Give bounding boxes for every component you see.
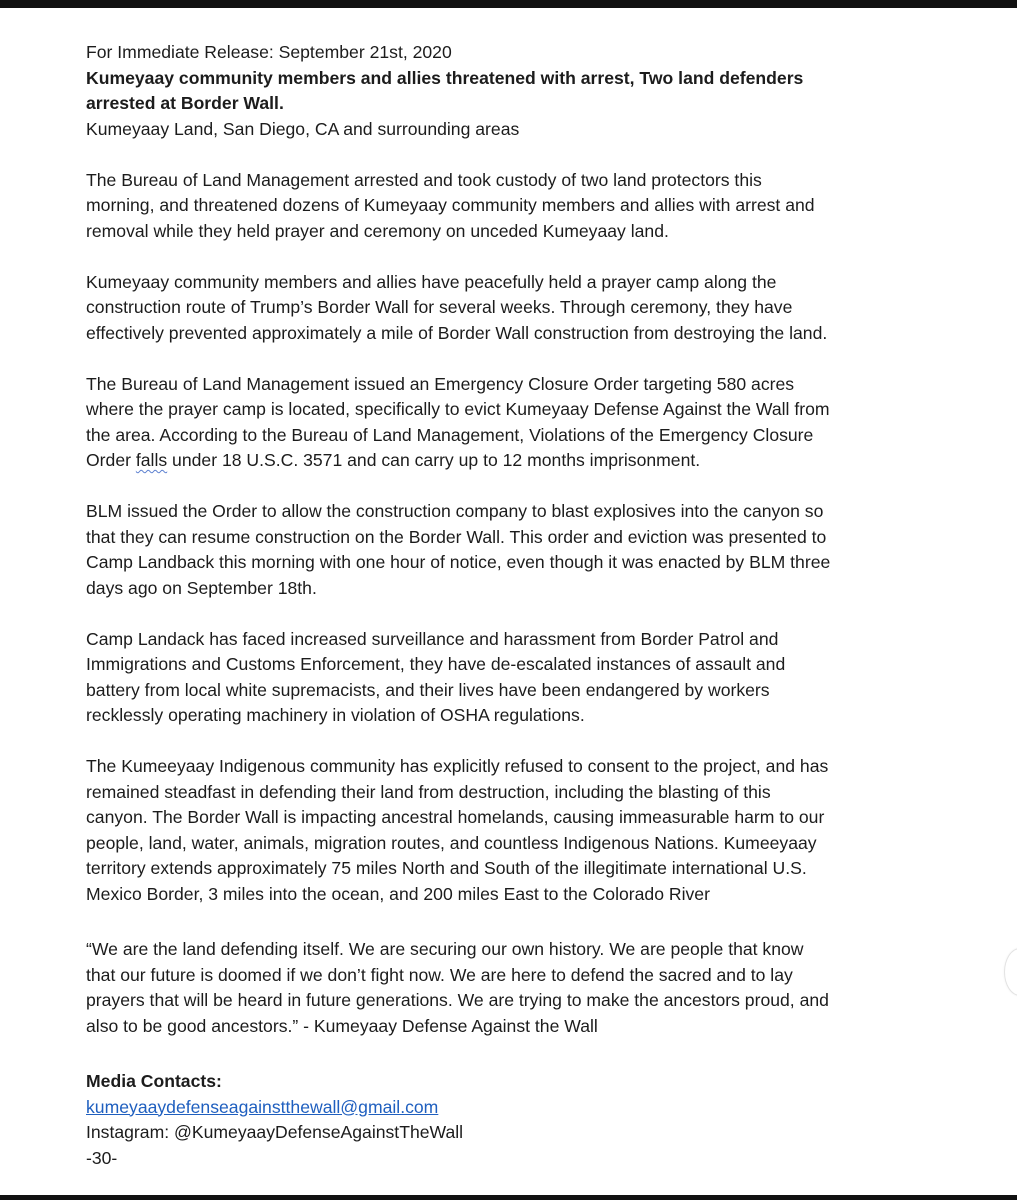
- paragraph-line: [86, 448, 1006, 474]
- paragraph-line: Camp Landback this morning with one hour of notice, even though it was enacted by BLM three: [86, 552, 831, 572]
- paragraph-line: recklessly operating machinery in violation of OSHA regulations.: [86, 705, 585, 725]
- paragraph-line: Kumeyaay community members and allies have peacefully held a prayer camp along the: [86, 271, 777, 292]
- paragraph-line: territory extends approximately 75 miles North and South of the illegitimate international U.S.: [86, 858, 807, 878]
- paragraph-line: that our future is doomed if we don’t fight now. We are here to defend the sacred and to lay: [86, 964, 793, 985]
- press-release-document: [86, 40, 1006, 1171]
- paragraph-line: removal while they held prayer and ceremony on unceded Kumeyaay land.: [86, 220, 669, 241]
- contact-email-line: [86, 1095, 1006, 1121]
- paragraph-line: the area. According to the Bureau of Land Management, Violations of the Emergency Closure: [86, 424, 814, 445]
- paragraph-1: [86, 168, 1006, 245]
- headline-line-2: arrested at Border Wall.: [86, 93, 284, 113]
- paragraph-line: Camp Landack has faced increased surveillance and harassment from Border Patrol and: [86, 628, 779, 649]
- top-border: [0, 0, 1017, 8]
- paragraph-line: The Bureau of Land Management issued an Emergency Closure Order targeting 580 acres: [86, 373, 795, 394]
- end-mark: -30-: [86, 1147, 118, 1168]
- paragraph-line: construction route of Trump’s Border Wall for several weeks. Through ceremony, they have: [86, 297, 793, 317]
- paragraph-line: that they can resume construction on the Border Wall. This order and eviction was presented to: [86, 526, 827, 547]
- headline-line-1: Kumeyaay community members and allies threatened with arrest, Two land defenders: [86, 67, 804, 88]
- media-contacts-heading: Media Contacts:: [86, 1071, 222, 1091]
- bottom-border: [0, 1195, 1017, 1200]
- paragraph-line: morning, and threatened dozens of Kumeyaay community members and allies with arrest and: [86, 195, 815, 215]
- paragraph-line: battery from local white supremacists, and their lives have been endangered by workers: [86, 679, 770, 700]
- paragraph-line: The Kumeeyaay Indigenous community has explicitly refused to consent to the project, and has: [86, 756, 829, 776]
- paragraph-2: [86, 270, 1006, 347]
- text-segment: under 18 U.S.C. 3571 and can carry up to 12 months imprisonment.: [167, 450, 701, 470]
- spellcheck-flagged-word[interactable]: falls: [135, 450, 168, 470]
- paragraph-line: canyon. The Border Wall is impacting ancestral homelands, causing immeasurable harm to our: [86, 807, 825, 827]
- text-segment: Order: [86, 450, 136, 470]
- paragraph-line: remained steadfast in defending their land from destruction, including the blasting of this: [86, 781, 771, 802]
- paragraph-6: [86, 754, 1006, 907]
- paragraph-line: Mexico Border, 3 miles into the ocean, and 200 miles East to the Colorado River: [86, 883, 710, 904]
- contact-email-link[interactable]: kumeyaaydefenseagainstthewall@gmail.com: [86, 1096, 439, 1117]
- paragraph-line: Immigrations and Customs Enforcement, they have de-escalated instances of assault and: [86, 654, 786, 674]
- paragraph-line: BLM issued the Order to allow the construction company to blast explosives into the canyon so: [86, 501, 824, 521]
- release-date-line: For Immediate Release: September 21st, 2020: [86, 42, 452, 62]
- paragraph-line: “We are the land defending itself. We are securing our own history. We are people that know: [86, 939, 804, 959]
- contact-instagram: Instagram: @KumeyaayDefenseAgainstTheWall: [86, 1122, 464, 1142]
- paragraph-line: prayers that will be heard in future generations. We are trying to make the ancestors proud, and: [86, 990, 829, 1010]
- paragraph-4: [86, 499, 1006, 601]
- location-line: Kumeyaay Land, San Diego, CA and surrounding areas: [86, 118, 520, 139]
- paragraph-5: [86, 627, 1006, 729]
- paragraph-line: effectively prevented approximately a mile of Border Wall construction from destroying the land.: [86, 322, 828, 343]
- paragraph-line: days ago on September 18th.: [86, 577, 317, 598]
- paragraph-line: where the prayer camp is located, specifically to evict Kumeyaay Defense Against the Wall from: [86, 399, 830, 419]
- media-contacts: [86, 1069, 1006, 1171]
- paragraph-line: The Bureau of Land Management arrested and took custody of two land protectors this: [86, 169, 762, 190]
- paragraph-line: also to be good ancestors.” - Kumeyaay Defense Against the Wall: [86, 1015, 598, 1036]
- quote-paragraph: [86, 937, 1006, 1039]
- paragraph-line: people, land, water, animals, migration routes, and countless Indigenous Nations. Kumeeyaay: [86, 832, 817, 853]
- paragraph-3: [86, 372, 1006, 474]
